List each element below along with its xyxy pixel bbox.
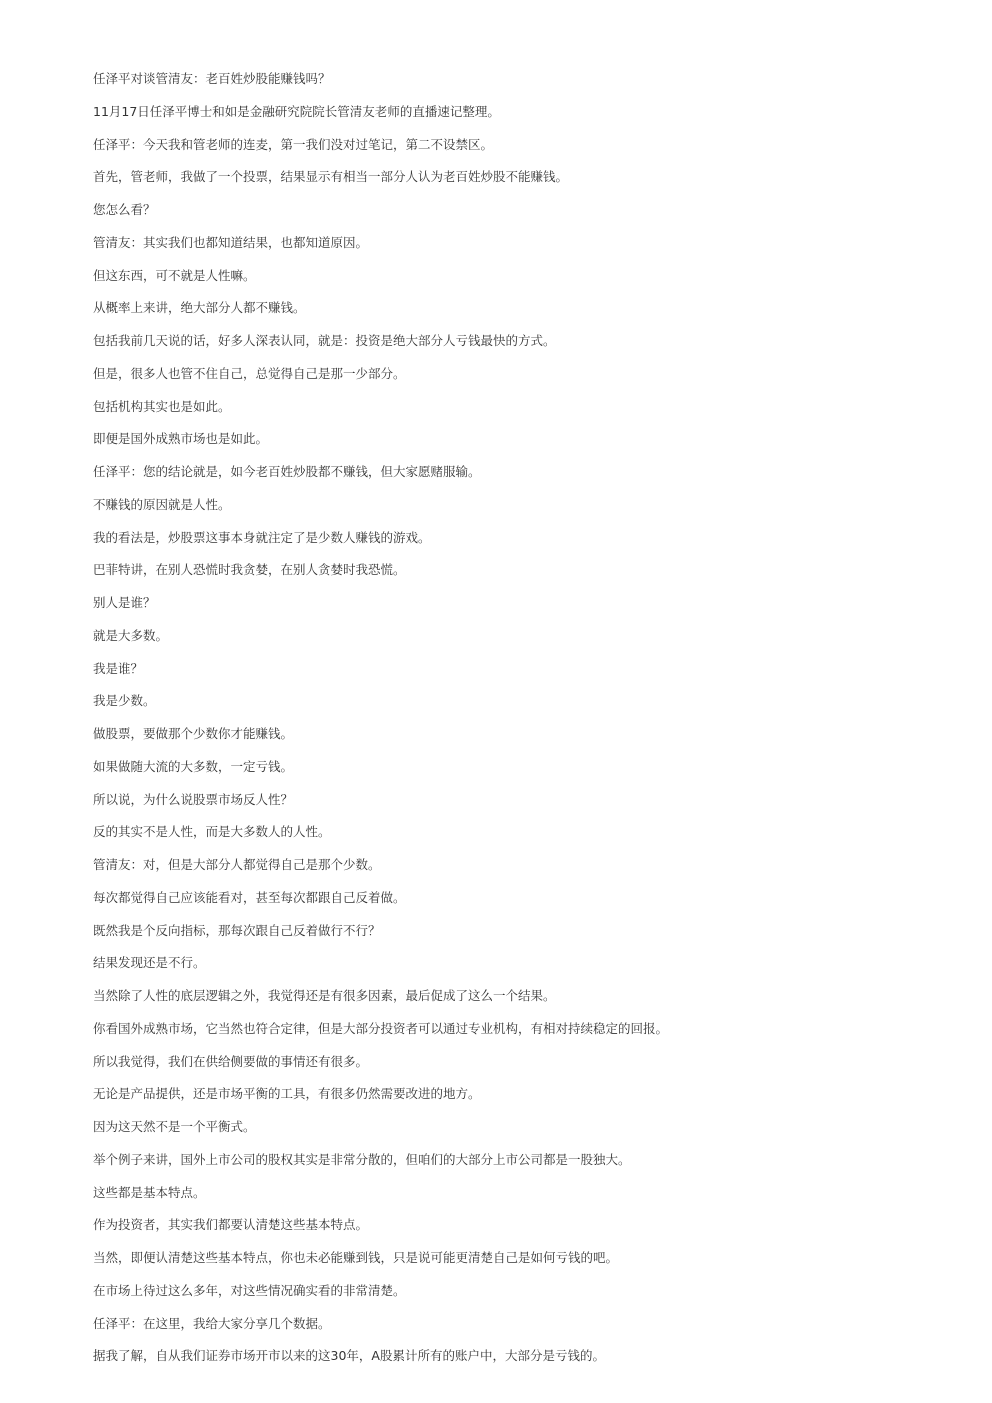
paragraph: 如果做随大流的大多数，一定亏钱。 [93,758,294,774]
paragraph: 我是谁？ [93,660,144,676]
paragraph: 做股票，要做那个少数你才能赚钱。 [93,726,294,741]
paragraph: 即便是国外成熟市场也是如此。 [93,431,269,447]
paragraph: 任泽平：在这里，我给大家分享几个数据。 [93,1315,331,1331]
paragraph: 所以说，为什么说股票市场反人性？ [93,791,294,807]
paragraph: 任泽平：今天我和管老师的连麦，第一我们没对过笔记，第二不设禁区。 [93,136,494,152]
paragraph: 11月17日任泽平博士和如是金融研究院院长管清友老师的直播速记整理。 [93,103,500,119]
paragraph: 无论是产品提供，还是市场平衡的工具，有很多仍然需要改进的地方。 [93,1086,481,1102]
paragraph: 既然我是个反向指标，那每次跟自己反着做行不行？ [93,922,381,938]
paragraph: 首先，管老师，我做了一个投票，结果显示有相当一部分人认为老百姓炒股不能赚钱。 [93,169,569,185]
paragraph: 别人是谁？ [93,595,156,610]
paragraph: 举个例子来讲，国外上市公司的股权其实是非常分散的，但咱们的大部分上市公司都是一股独大。 [93,1151,631,1167]
paragraph: 作为投资者，其实我们都要认清楚这些基本特点。 [93,1217,369,1233]
document-title: 任泽平对谈管清友：老百姓炒股能赚钱吗？ [93,71,331,86]
paragraph: 我是少数。 [93,693,156,709]
paragraph: 就是大多数。 [93,627,169,643]
paragraph: 管清友：其实我们也都知道结果，也都知道原因。 [93,234,369,250]
paragraph: 因为这天然不是一个平衡式。 [93,1119,256,1134]
paragraph: 你看国外成熟市场，它当然也符合定律，但是大部分投资者可以通过专业机构，有相对持续稳定的回报。 [93,1020,669,1036]
paragraph: 所以我觉得，我们在供给侧要做的事情还有很多。 [93,1053,369,1069]
paragraph: 管清友：对，但是大部分人都觉得自己是那个少数。 [93,857,381,872]
paragraph: 不赚钱的原因就是人性。 [93,496,231,512]
paragraph: 包括机构其实也是如此。 [93,398,231,414]
paragraph: 任泽平：您的结论就是，如今老百姓炒股都不赚钱，但大家愿赌服输。 [93,464,481,479]
document-body [93,69,953,1379]
paragraph: 当然，即便认清楚这些基本特点，你也未必能赚到钱，只是说可能更清楚自己是如何亏钱的吧。 [93,1250,619,1265]
paragraph: 每次都觉得自己应该能看对，甚至每次都跟自己反着做。 [93,889,406,905]
paragraph: 结果发现还是不行。 [93,955,206,971]
paragraph: 包括我前几天说的话，好多人深表认同，就是：投资是绝大部分人亏钱最快的方式。 [93,333,556,348]
paragraph: 但是，很多人也管不住自己，总觉得自己是那一少部分。 [93,365,406,381]
paragraph: 我的看法是，炒股票这事本身就注定了是少数人赚钱的游戏。 [93,529,431,545]
paragraph: 巴菲特讲，在别人恐慌时我贪婪，在别人贪婪时我恐慌。 [93,562,406,578]
paragraph: 在市场上待过这么多年，对这些情况确实看的非常清楚。 [93,1282,406,1298]
paragraph: 这些都是基本特点。 [93,1184,206,1200]
paragraph: 但这东西，可不就是人性嘛。 [93,267,256,283]
paragraph: 当然除了人性的底层逻辑之外，我觉得还是有很多因素，最后促成了这么一个结果。 [93,988,556,1003]
paragraph: 反的其实不是人性，而是大多数人的人性。 [93,824,331,840]
paragraph: 据我了解，自从我们证券市场开市以来的这30年，A股累计所有的账户中，大部分是亏钱的。 [93,1348,605,1364]
paragraph: 您怎么看？ [93,202,156,217]
paragraph: 从概率上来讲，绝大部分人都不赚钱。 [93,300,306,316]
